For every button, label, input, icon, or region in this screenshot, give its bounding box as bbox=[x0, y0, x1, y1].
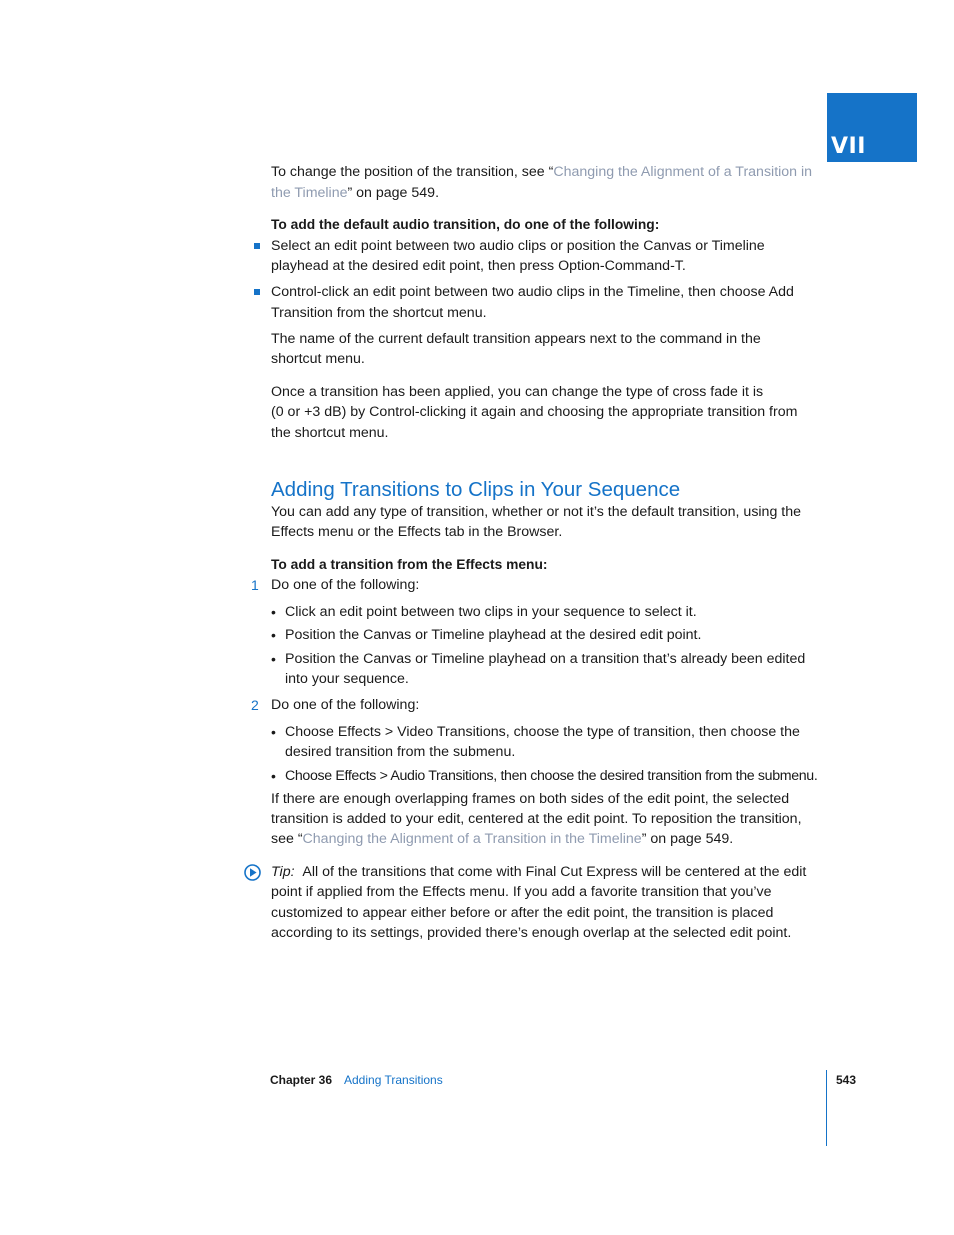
bullet2-line2: Transition from the shortcut menu. bbox=[271, 305, 487, 321]
cross-reference-link-cont[interactable]: the Timeline bbox=[271, 185, 348, 201]
step1-text: Do one of the following: bbox=[271, 577, 420, 593]
note-line2: shortcut menu. bbox=[271, 351, 365, 367]
bullet-dot: • bbox=[271, 651, 276, 667]
intro-paragraph-line1: To change the position of the transition, see “Changing the Alignment of a Transition in bbox=[271, 164, 813, 180]
task-heading-effects: To add a transition from the Effects menu: bbox=[271, 557, 548, 572]
part-label: VII bbox=[831, 134, 866, 159]
step1-bullet3-line2: into your sequence. bbox=[285, 671, 409, 687]
tip-arrow-icon bbox=[244, 864, 261, 881]
step1-bullet1: Click an edit point between two clips in your sequence to select it. bbox=[285, 604, 697, 620]
footer-divider bbox=[826, 1070, 827, 1146]
note-line1: The name of the current default transition appears next to the command in the bbox=[271, 331, 761, 347]
step2-text: Do one of the following: bbox=[271, 697, 420, 713]
tip-line2: point if applied from the Effects menu. If you add a favorite transition that you’ve bbox=[271, 884, 772, 900]
bullet-dot: • bbox=[271, 768, 276, 784]
step-number: 1 bbox=[251, 577, 259, 593]
para-line3: the shortcut menu. bbox=[271, 425, 389, 441]
step2-bullet2: Choose Effects > Audio Transitions, then choose the desired transition from the submenu. bbox=[285, 768, 818, 784]
section-intro-line1: You can add any type of transition, whether or not it’s the default transition, using the bbox=[271, 504, 802, 520]
result-line3: see “Changing the Alignment of a Transition in the Timeline” on page 549. bbox=[271, 831, 734, 847]
step-number: 2 bbox=[251, 697, 259, 713]
section-title: Adding Transitions to Clips in Your Sequence bbox=[271, 478, 681, 501]
step1-bullet3-line1: Position the Canvas or Timeline playhead on a transition that’s already been edited bbox=[285, 651, 806, 667]
bullet1-line2: playhead at the desired edit point, then press Option-Command-T. bbox=[271, 258, 686, 274]
step1-bullet2: Position the Canvas or Timeline playhead at the desired edit point. bbox=[285, 627, 702, 643]
footer-chapter: Chapter 36 bbox=[270, 1073, 333, 1087]
tip-line3: customized to appear either before or after the edit point, the transition is placed bbox=[271, 905, 774, 921]
section-intro-line2: Effects menu or the Effects tab in the Browser. bbox=[271, 524, 563, 540]
tip-line4: according to its settings, provided there’s enough overlap at the selected edit point. bbox=[271, 925, 792, 941]
task-heading-audio: To add the default audio transition, do one of the following: bbox=[271, 217, 660, 232]
cross-reference-link[interactable]: Changing the Alignment of a Transition in bbox=[553, 164, 813, 180]
bullet-dot: • bbox=[271, 604, 276, 620]
bullet2-line1: Control-click an edit point between two audio clips in the Timeline, then choose Add bbox=[271, 284, 794, 300]
tip-label: Tip: bbox=[271, 864, 295, 880]
result-line2: transition is added to your edit, centered at the edit point. To reposition the transition, bbox=[271, 811, 802, 827]
bullet1-line1: Select an edit point between two audio clips or position the Canvas or Timeline bbox=[271, 238, 765, 254]
step2-bullet1-line2: desired transition from the submenu. bbox=[285, 744, 516, 760]
para-line2: (0 or +3 dB) by Control-clicking it again and choosing the appropriate transition from bbox=[271, 404, 798, 420]
bullet-square-icon bbox=[254, 289, 260, 295]
bullet-square-icon bbox=[254, 243, 260, 249]
para-line1: Once a transition has been applied, you can change the type of cross fade it is bbox=[271, 384, 764, 400]
result-line1: If there are enough overlapping frames on both sides of the edit point, the selected bbox=[271, 791, 790, 807]
tip-line1: Tip: All of the transitions that come with Final Cut Express will be centered at the edit bbox=[271, 864, 807, 880]
part-tab bbox=[827, 93, 917, 162]
footer-chapter-title[interactable]: Adding Transitions bbox=[344, 1073, 443, 1087]
bullet-dot: • bbox=[271, 724, 276, 740]
page-number: 543 bbox=[836, 1073, 857, 1087]
intro-paragraph-line2: the Timeline” on page 549. bbox=[271, 185, 440, 201]
step2-bullet1-line1: Choose Effects > Video Transitions, choose the type of transition, then choose the bbox=[285, 724, 800, 740]
bullet-dot: • bbox=[271, 627, 276, 643]
cross-reference-link[interactable]: Changing the Alignment of a Transition in the Timeline bbox=[302, 831, 642, 847]
